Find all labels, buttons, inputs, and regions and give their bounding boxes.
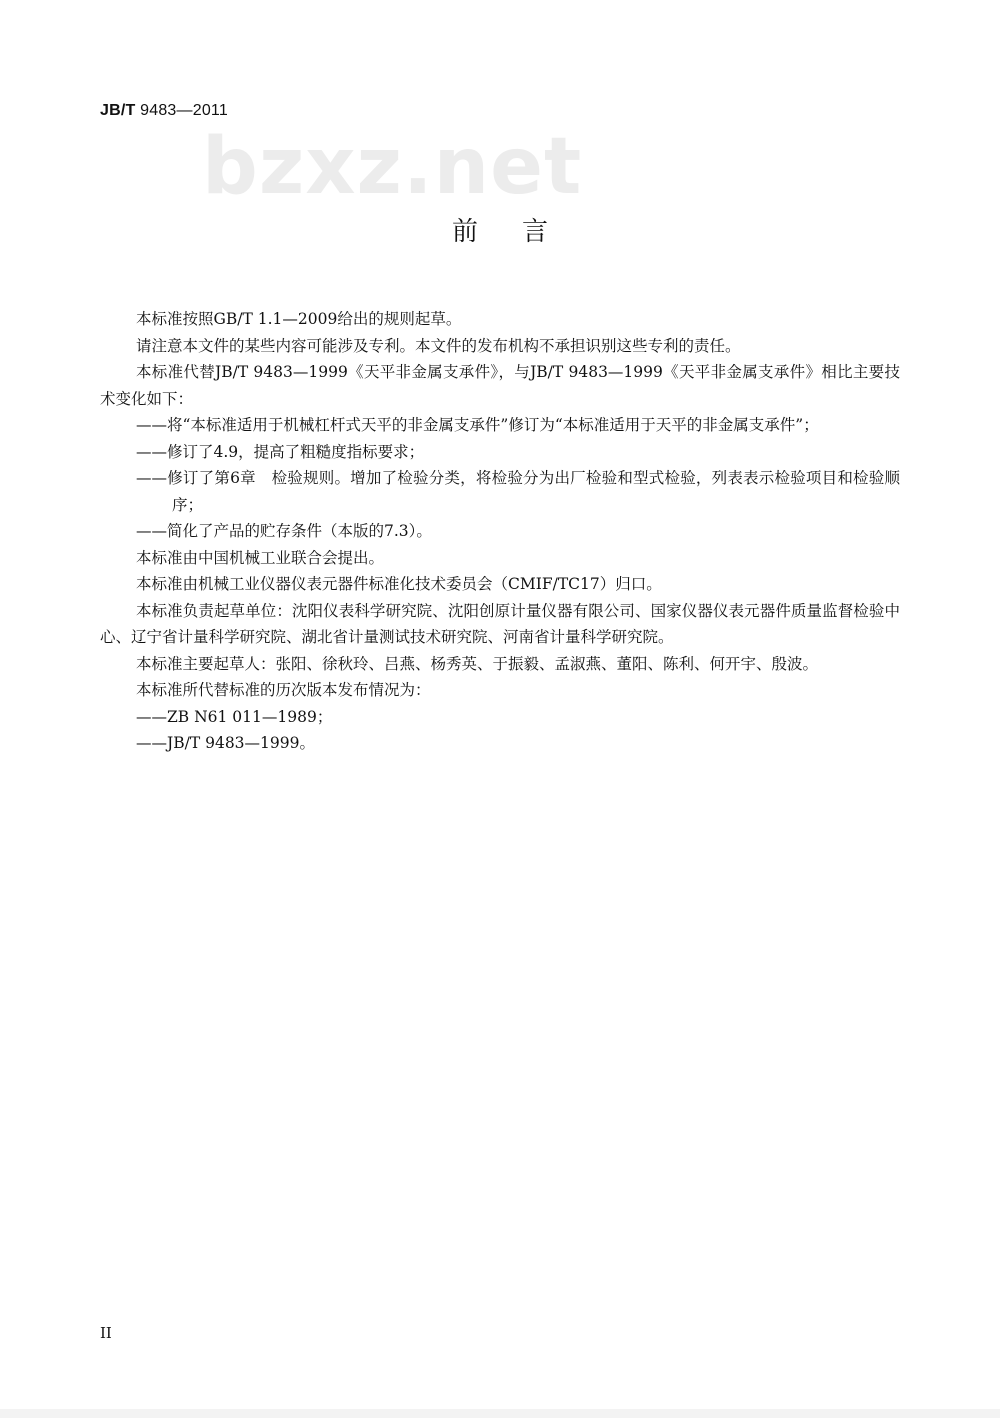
paragraph-patent-notice: 请注意本文件的某些内容可能涉及专利。本文件的发布机构不承担识别这些专利的责任。	[136, 336, 741, 355]
paragraph-proposer: 本标准由中国机械工业联合会提出。	[136, 548, 385, 567]
change-item-roughness: ——修订了4.9，提高了粗糙度指标要求；	[136, 442, 425, 461]
standard-code-prefix: JB/T	[100, 102, 136, 119]
paragraph-committee: 本标准由机械工业仪器仪表元器件标准化技术委员会（CMIF/TC17）归口。	[136, 575, 662, 593]
paragraph-drafters: 本标准主要起草人：张阳、徐秋玲、吕燕、杨秀英、于振毅、孟淑燕、董阳、陈利、何开宇、殷波。	[136, 654, 819, 673]
page-bottom-edge	[0, 1409, 1000, 1418]
paragraph-history-intro: 本标准所代替标准的历次版本发布情况为：	[136, 681, 431, 699]
standard-code	[100, 102, 228, 120]
watermark-logo: bzxz.net	[202, 122, 583, 212]
change-item-scope: ——将“本标准适用于机械杠杆式天平的非金属支承件”修订为“本标准适用于天平的非金属支承件”；	[136, 416, 819, 434]
standard-code-number: 9483—2011	[135, 102, 228, 119]
history-item-1989: ——ZB N61 011—1989；	[136, 707, 333, 726]
paragraph-drafting-units: 本标准负责起草单位：沈阳仪表科学研究院、沈阳创原计量仪器有限公司、国家仪器仪表元器件质量监督检验中心、辽宁省计量科学研究院、湖北省计量测试技术研究院、河南省计量科学研究院。	[100, 601, 900, 646]
page-title: 前言	[451, 217, 592, 247]
paragraph-replacement: 本标准代替JB/T 9483—1999《天平非金属支承件》，与JB/T 9483—1999《天平非金属支承件》相比主要技术变化如下：	[100, 363, 900, 408]
change-item-storage: ——简化了产品的贮存条件（本版的7.3）。	[136, 522, 432, 540]
change-item-inspection: ——修订了第6章 检验规则。增加了检验分类，将检验分为出厂检验和型式检验，列表表示检验项目和检验顺序；	[136, 469, 900, 514]
paragraph-drafting-rules: 本标准按照GB/T 1.1—2009给出的规则起草。	[136, 310, 462, 328]
foreword-body	[100, 306, 900, 757]
page-number: II	[100, 1324, 112, 1342]
history-item-1999: ——JB/T 9483—1999。	[136, 734, 315, 752]
